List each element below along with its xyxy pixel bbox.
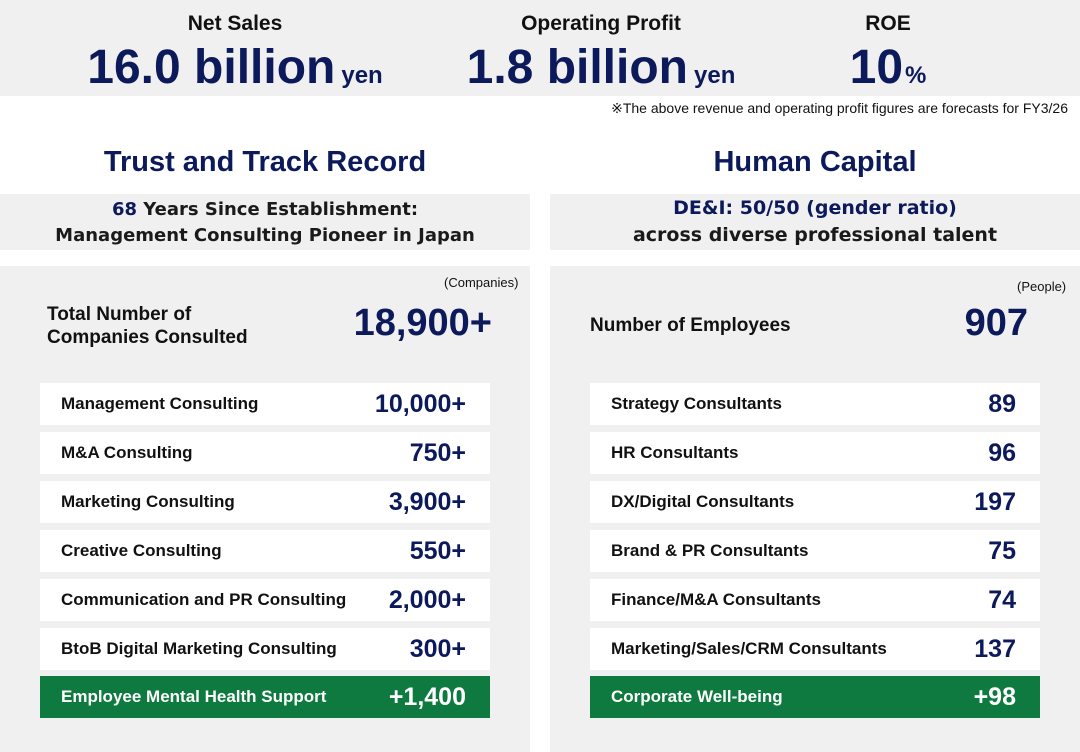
list-item [40,579,490,621]
tagline-line1: Years Since Establishment: [137,199,419,220]
kpi-roe [820,0,956,96]
forecast-footnote: ※The above revenue and operating profit figures are forecasts for FY3/26 [611,100,1068,116]
list-item [40,481,490,523]
panel-employees [550,266,1080,752]
kpi-value: 10 [849,41,904,94]
list-item [40,628,490,670]
unit-note: (Companies) [444,275,519,290]
item-label: Brand & PR Consultants [611,541,809,560]
panel-companies [0,266,530,752]
item-label: Marketing/Sales/CRM Consultants [611,639,887,658]
list-item [40,383,490,425]
list-item [590,432,1040,474]
tagline-trust [0,194,530,250]
tagline-human-capital [550,194,1080,250]
total-label: Total Number of Companies Consulted [47,304,248,348]
kpi-unit: yen [341,62,383,89]
item-label: HR Consultants [611,443,739,462]
list-item [590,530,1040,572]
item-label: Employee Mental Health Support [61,687,327,706]
section-title-human-capital: Human Capital [713,146,917,178]
list-item [590,628,1040,670]
item-value: 550+ [409,537,466,565]
item-value: 137 [974,635,1016,663]
kpi-label: Operating Profit [521,12,681,35]
kpi-operating-profit [455,0,747,96]
item-value: 96 [988,439,1016,467]
item-value: 750+ [409,439,466,467]
item-value: +98 [973,683,1016,711]
item-label: M&A Consulting [61,443,193,462]
unit-note: (People) [1017,279,1067,294]
total-employees-value: 907 [964,302,1028,344]
tagline-line1: DE&I: 50/50 (gender ratio) [673,197,957,219]
item-label: Finance/M&A Consultants [611,590,821,609]
item-value: 74 [988,586,1016,614]
tagline-line2: Management Consulting Pioneer in Japan [55,225,475,246]
item-value: 300+ [409,635,466,663]
item-value: 2,000+ [388,586,466,614]
item-label: Communication and PR Consulting [61,590,347,609]
item-label: Creative Consulting [61,541,222,560]
item-value: +1,400 [388,683,466,711]
years-highlight: 68 [111,199,137,220]
kpi-label: ROE [865,12,911,35]
item-label: Marketing Consulting [61,492,235,511]
kpi-net-sales [80,0,390,96]
list-item [40,432,490,474]
list-item [590,481,1040,523]
item-label: DX/Digital Consultants [611,492,795,511]
item-label: Strategy Consultants [611,394,782,413]
kpi-label: Net Sales [187,12,283,35]
item-value: 10,000+ [374,390,466,418]
item-value: 89 [988,390,1016,418]
list-item [40,530,490,572]
tagline-line2: across diverse professional talent [632,224,998,246]
kpi-value: 1.8 billion [466,41,688,94]
kpi-value: 16.0 billion [87,41,336,94]
highlight-row-well-being [590,676,1040,718]
kpi-unit: yen [694,62,736,89]
list-item [590,579,1040,621]
list-item [590,383,1040,425]
section-title-trust: Trust and Track Record [103,146,427,178]
total-companies-value: 18,900+ [353,302,492,344]
item-value: 3,900+ [388,488,466,516]
item-label: BtoB Digital Marketing Consulting [61,639,337,658]
item-value: 75 [988,537,1016,565]
item-label: Management Consulting [61,394,259,413]
highlight-row-mental-health [40,676,490,718]
item-label: Corporate Well-being [611,687,783,706]
kpi-unit: % [905,62,927,89]
item-value: 197 [974,488,1016,516]
total-label: Number of Employees [590,315,791,336]
